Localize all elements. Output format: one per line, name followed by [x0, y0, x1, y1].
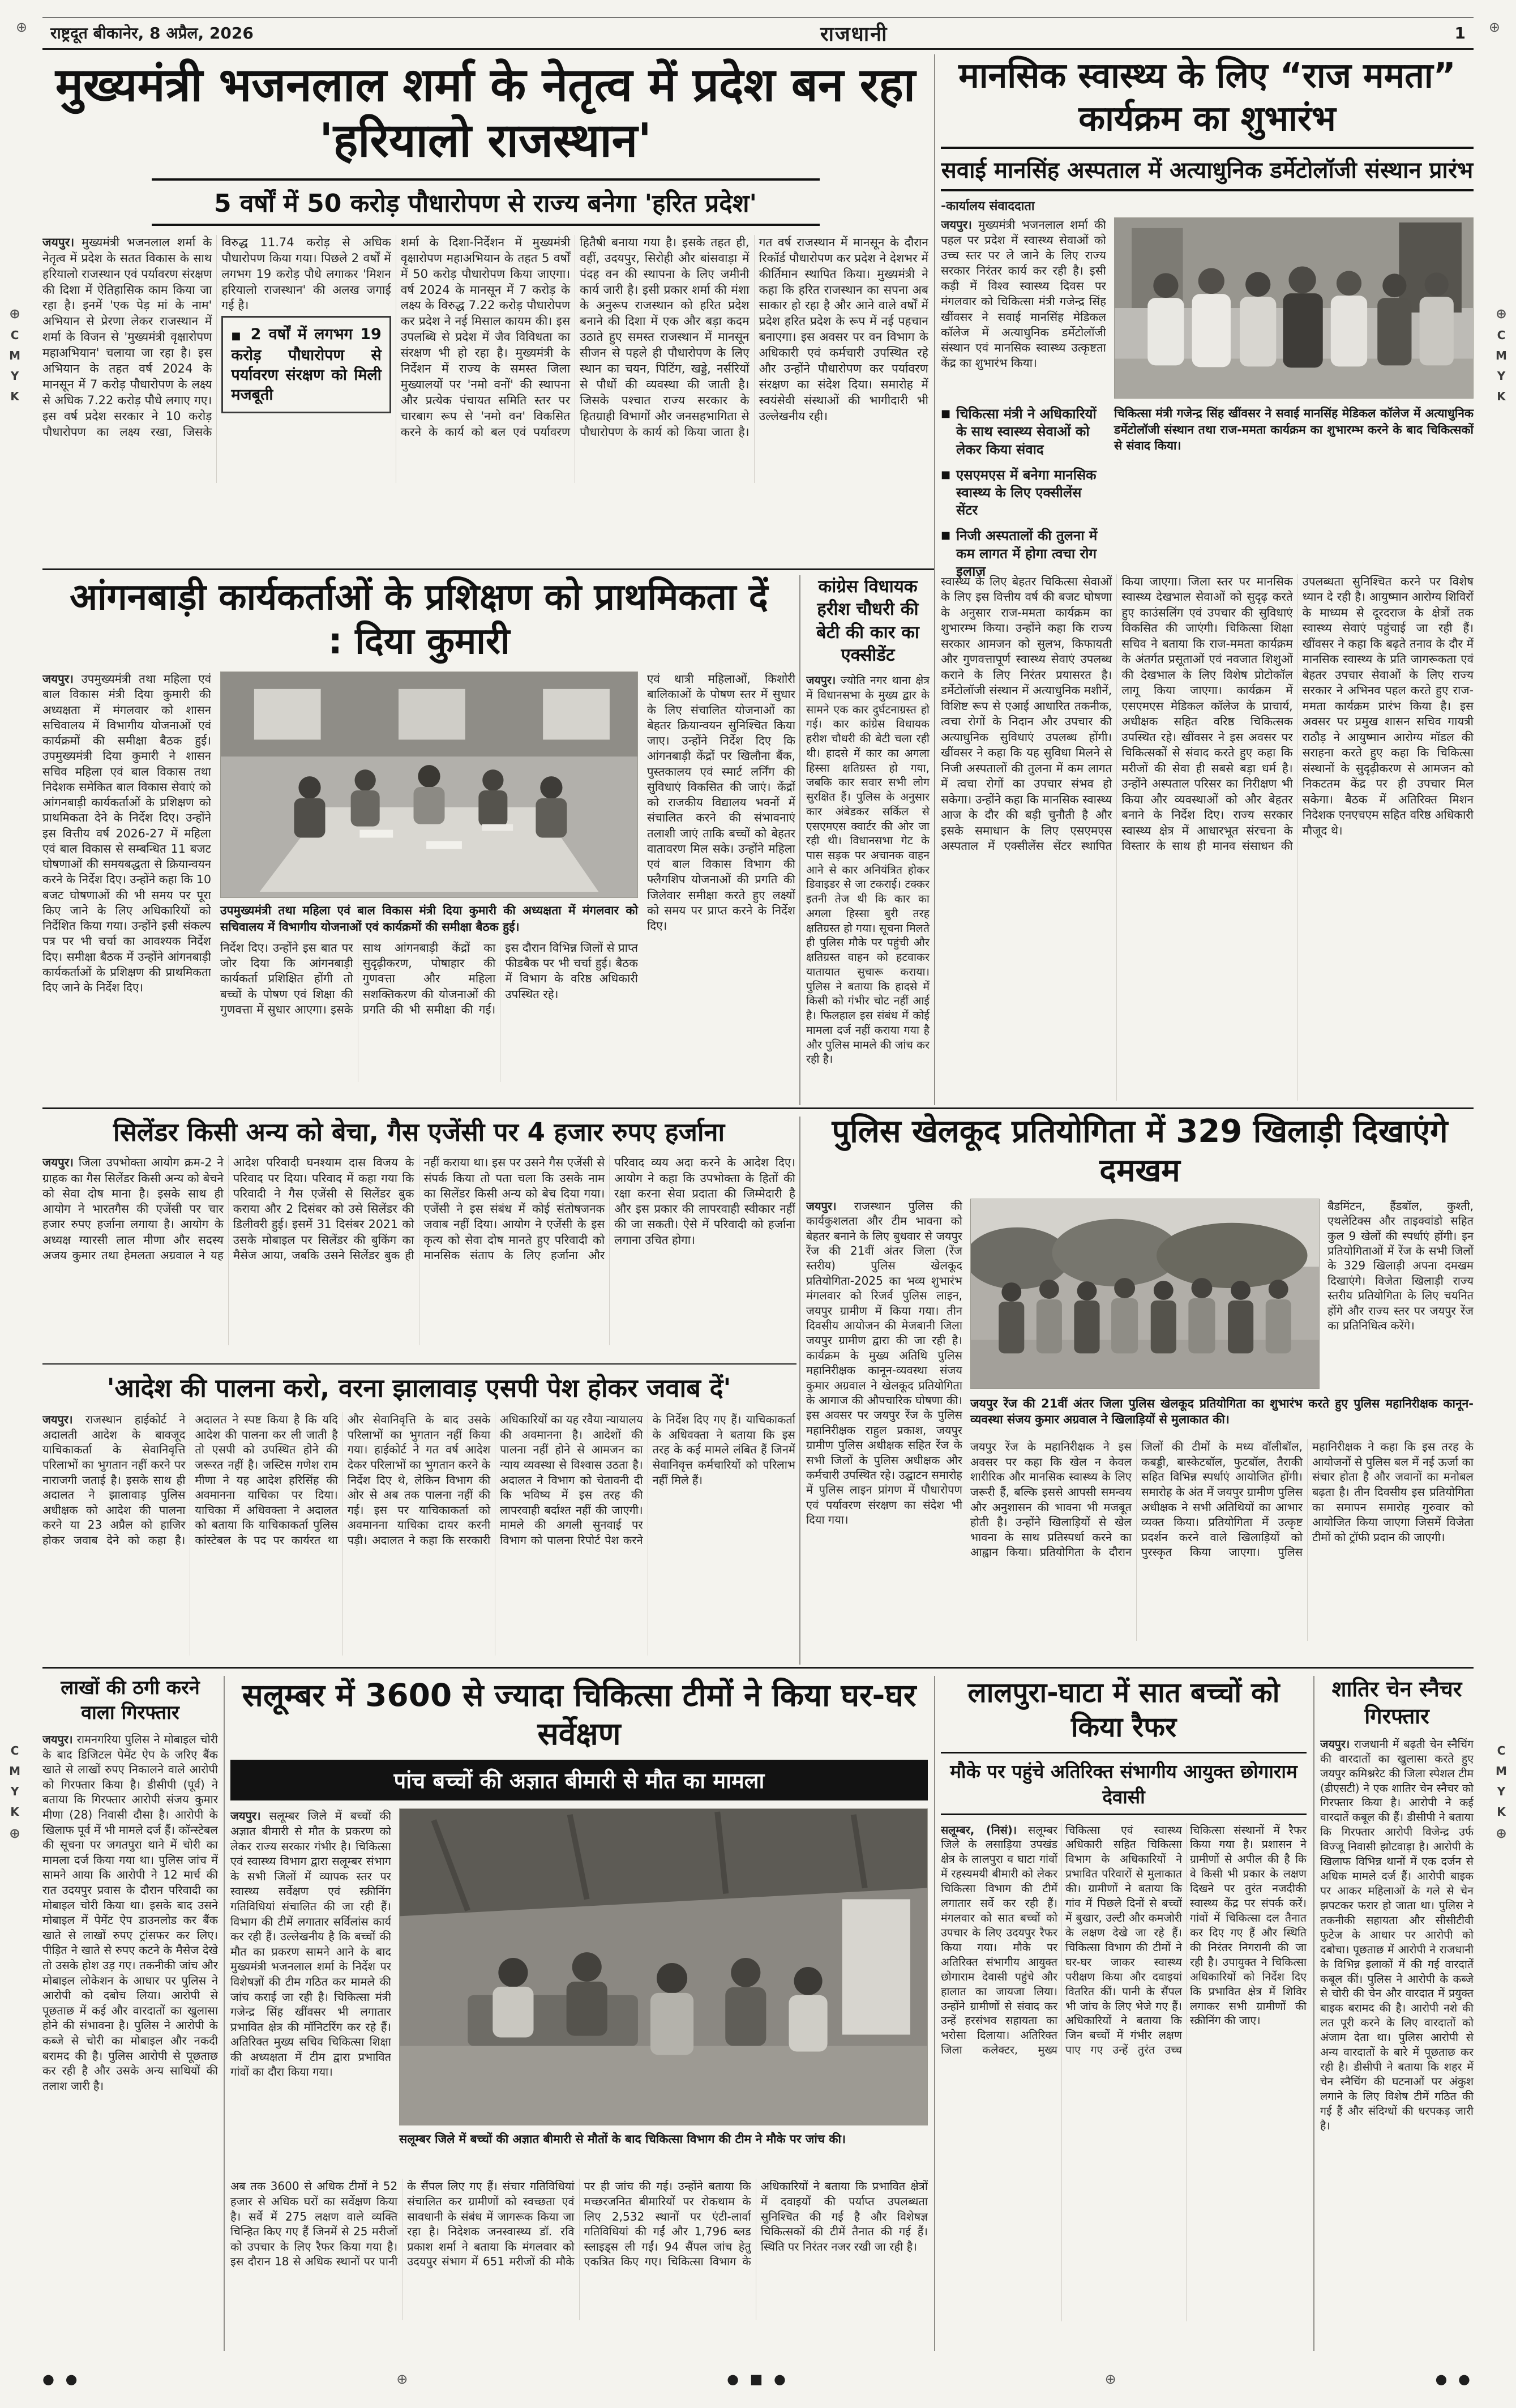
cmyk-letter: Y — [10, 1785, 19, 1798]
article-layout — [42, 671, 795, 1095]
page-header — [42, 17, 1474, 50]
body-text-part: बैडमिंटन, हैंडबॉल, कुश्ती, एथलेटिक्स और ताइक्वांडो सहित कुल 9 खेलों की स्पर्धाएं होंगी। इन प्रतियोगिताओं में रेंज के सभी जिलों के 329 खिलाड़ी अपना दमखम दिखाएंगे। विजेता खिलाड़ी राज्य स्तरीय प्रतियोगिता के लिए चयनित होंगे और राज्य स्तर पर जयपुर रेंज का प्रतिनिधित्व करेंगे। — [1327, 1199, 1474, 1332]
body-text-part: सलूम्बर जिले के लसाड़िया उपखंड क्षेत्र के लालपुरा व घाटा गांवों में रहस्यमयी बीमारी को लेकर चिकित्सा विभाग की टीमें लगातार सर्वे कर रही हैं। मंगलवार को सात बच्चों को उपचार के लिए उदयपुर रैफर किया गया। मौके पर अतिरिक्त संभागीय आयुक्त छोगाराम देवासी पहुंचे और हालात का जायजा लिया। उन्होंने ग्रामीणों से संवाद कर उन्हें हरसंभव सहायता का भरोसा दिलाया। अतिरिक्त जिला कलेक्टर, मुख्य चिकित्सा एवं स्वास्थ्य अधिकारी सहित चिकित्सा विभाग के अधिकारियों ने प्रभावित परिवारों से मुलाकात की। ग्रामीणों ने बताया कि गांव में पिछले दिनों से बच्चों में बुखार, उल्टी और कमजोरी के लक्षण देखे जा रहे हैं। चिकित्सा विभाग की टीमों ने घर-घर जाकर स्वास्थ्य परीक्षण किया और दवाइयां वितरित कीं। पानी के सैंपल भी जांच के लिए भेजे गए हैं। अधिकारियों ने बताया कि जिन बच्चों में गंभीर लक्षण पाए गए उन्हें तुरंत उच्च चिकित्सा संस्थानों में रैफर किया गया है। प्रशासन ने ग्रामीणों से अपील की है कि वे किसी भी प्रकार के लक्षण दिखने पर तुरंत नजदीकी स्वास्थ्य केंद्र पर संपर्क करें। गांवों में चिकित्सा दल तैनात कर दिए गए हैं और स्थिति की निरंतर निगरानी की जा रही है। उपायुक्त ने चिकित्सा अधिकारियों को निर्देश दिए कि प्रभावित क्षेत्र में शिविर लगाकर सभी ग्रामीणों की स्क्रीनिंग की जाए। — [941, 1823, 1307, 2057]
dateline: जयपुर। — [42, 1413, 73, 1427]
cmyk-mark — [1496, 1744, 1507, 1841]
body-text-part: राजस्थान पुलिस की कार्यकुशलता और टीम भावना को बेहतर बनाने के लिए बुधवार से जयपुर रेंज की 21वीं अंतर जिला (रेंज स्तरीय) पुलिस खेलकूद प्रतियोगिता-2025 का भव्य शुभारंभ मंगलवार को रिजर्व पुलिस लाइन, जयपुर ग्रामीण में किया गया। तीन दिवसीय आयोजन की मेजबानी जिला जयपुर ग्रामीण द्वारा की जा रही है। कार्यक्रम के मुख्य अतिथि पुलिस महानिरीक्षक कानून-व्यवस्था संजय कुमार अग्रवाल ने खेलकूद प्रतियोगिता के आगाज की औपचारिक घोषणा की। इस अवसर पर जयपुर रेंज के पुलिस महानिरीक्षक राहुल प्रकाश, जयपुर ग्रामीण पुलिस अधीक्षक सहित रेंज के सभी जिलों के पुलिस अधीक्षक और कर्मचारी उपस्थित रहे। उद्घाटन समारोह में पुलिस लाइन प्रांगण में पौधारोपण एवं पर्यावरण संरक्षण का संदेश भी दिया गया। — [806, 1199, 962, 1527]
article-anganwadi — [42, 575, 795, 1095]
body-text-part: ज्योति नगर थाना क्षेत्र में विधानसभा के मुख्य द्वार के सामने एक कार दुर्घटनाग्रस्त हो गई। कार कांग्रेस विधायक हरीश चौधरी की बेटी चला रही थी। हादसे में कार का अगला हिस्सा क्षतिग्रस्त हो गया, जबकि कार सवार सभी लोग सुरक्षित हैं। पुलिस के अनुसार कार अंबेडकर सर्किल से एसएमएस क्वार्टर की ओर जा रही थी। विधानसभा गेट के पास सड़क पर अचानक वाहन आने से कार अनियंत्रित होकर डिवाइडर से जा टकराई। टक्कर इतनी तेज थी कि कार का अगला हिस्सा बुरी तरह क्षतिग्रस्त हो गया। सूचना मिलते ही पुलिस मौके पर पहुंची और क्षतिग्रस्त वाहन को हटवाकर यातायात सुचारू कराया। पुलिस ने बताया कि हादसे में किसी को गंभीर चोट नहीं आई है। फिलहाल इस संबंध में कोई मामला दर्ज नहीं कराया गया है और पुलिस मामले की जांच कर रही है। — [806, 674, 930, 1066]
bullet-square-icon: ■ — [941, 408, 951, 420]
photo-anganwadi-meeting — [220, 671, 638, 898]
article-salumbar-survey — [230, 1676, 928, 2320]
bullet-item — [941, 467, 1106, 520]
article-body-right — [647, 671, 795, 1095]
article-chain-snatcher — [1320, 1676, 1474, 2332]
article-top-row — [941, 217, 1474, 399]
page-title: राजधानी — [820, 22, 888, 46]
article-cylinder — [42, 1117, 795, 1345]
registration-mark-icon: ⊕ — [9, 1825, 21, 1841]
cmyk-letter: Y — [1497, 1785, 1506, 1798]
article-body-left — [806, 1199, 962, 1646]
registration-mark-icon: ⊕ — [1495, 306, 1507, 322]
bullet-text: चिकित्सा मंत्री ने अधिकारियों के साथ स्वास्थ्य सेवाओं को लेकर किया संवाद — [956, 406, 1097, 457]
article-body — [42, 1412, 795, 1656]
headline: शातिर चेन स्नैचर गिरफ्तार — [1331, 1676, 1462, 1729]
article-fraud-arrest — [42, 1676, 218, 2334]
photo-salumbar-survey — [399, 1808, 928, 2125]
dateline: जयपुर। — [42, 1733, 73, 1747]
raj-mamta-photo-image — [1115, 218, 1473, 398]
registration-mark-icon: ⊕ — [396, 2371, 412, 2387]
article-body-bottom — [230, 2179, 928, 2320]
photo-raj-mamta — [1114, 217, 1474, 399]
article-lalpura-ghata — [941, 1676, 1307, 2321]
bullet-text: निजी अस्पतालों की तुलना में कम लागत में होगा त्वचा रोग इलाज — [956, 528, 1098, 579]
headline: पुलिस खेलकूद प्रतियोगिता में 329 खिलाड़ी दिखाएंगे दमखम — [832, 1113, 1448, 1190]
subhead-banner: 5 वर्षों में 50 करोड़ पौधारोपण से राज्य बनेगा 'हरित प्रदेश' — [152, 178, 820, 226]
article-body — [941, 1823, 1307, 2321]
dot-cluster-icon: ● ● — [1435, 2371, 1474, 2387]
article-raj-mamta — [941, 54, 1474, 588]
article-body-right — [1327, 1199, 1474, 1389]
subhead-banner: मौके पर पहुंचे अतिरिक्त संभागीय आयुक्त छोगाराम देवासी — [941, 1752, 1307, 1815]
bullet-item — [941, 405, 1106, 459]
byline: -कार्यालय संवाददाता — [941, 199, 1035, 214]
cmyk-letter: C — [10, 1744, 19, 1757]
dateline: जयपुर। — [42, 1156, 74, 1170]
cmyk-letter: K — [10, 390, 19, 403]
cmyk-letter: C — [10, 328, 19, 342]
body-text-part: एवं धात्री महिलाओं, किशोरी बालिकाओं के पोषण स्तर में सुधार के लिए संचालित योजनाओं का बेहतर क्रियान्वयन सुनिश्चित किया जाए। उन्होंने निर्देश दिए कि आंगनबाड़ी केंद्रों पर खिलौना बैंक, पुस्तकालय एवं स्मार्ट लर्निंग की सुविधाएं विकसित की जाएं। केंद्रों को राजकीय विद्यालय भवनों में संचालित करने की संभावनाएं तलाशी जाएं ताकि बच्चों को बेहतर वातावरण मिल सके। उन्होंने महिला एवं बाल विकास विभाग की फ्लैगशिप योजनाओं की प्रगति की जिलेवार समीक्षा करते हुए लक्ष्यों को समय पर प्राप्त करने के निर्देश दिए। — [647, 672, 795, 933]
page-number: 1 — [1454, 23, 1466, 42]
dateline: जयपुर। — [941, 218, 972, 232]
article-body — [1320, 1737, 1474, 2332]
cmyk-letter: M — [9, 349, 20, 362]
body-text-part: राजधानी में बढ़ती चेन स्नैचिंग की वारदातों का खुलासा करते हुए जयपुर कमिश्नरेट की जिला स्पेशल टीम (डीएसटी) ने एक शातिर चेन स्नैचर को गिरफ्तार किया है। आरोपी ने कई वारदातें कबूल की हैं। डीसीपी ने बताया कि गिरफ्तार आरोपी विजेन्द्र उर्फ विज्जू निवासी झोटवाड़ा है। आरोपी के खिलाफ विभिन्न थानों में एक दर्जन से अधिक मामले दर्ज हैं। आरोपी बाइक पर आकर महिलाओं के गले से चेन झपटकर फरार हो जाता था। पुलिस ने तकनीकी सहायता और सीसीटीवी फुटेज के आधार पर आरोपी को दबोचा। पूछताछ में आरोपी ने राजधानी के विभिन्न इलाकों में की गई वारदातें कबूल कीं। पुलिस ने आरोपी के कब्जे से चोरी की चेन और वारदात में प्रयुक्त बाइक बरामद की है। आरोपी नशे की लत पूरी करने के लिए वारदातों को अंजाम देता था। पुलिस आरोपी से अन्य वारदातों के बारे में पूछताछ कर रही है। डीसीपी ने बताया कि शहर में चेन स्नैचिंग की घटनाओं पर अंकुश लगाने के लिए विशेष टीमें गठित की गई हैं और संदिग्धों की धरपकड़ जारी है। — [1320, 1737, 1474, 2132]
subhead-banner: सवाई मानसिंह अस्पताल में अत्याधुनिक डर्मेटोलॉजी संस्थान प्रारंभ — [941, 147, 1474, 191]
cmyk-letter: Y — [10, 369, 19, 383]
cmyk-letter: M — [1495, 349, 1507, 362]
photo-caption: सलूम्बर जिले में बच्चों की अज्ञात बीमारी से मौतों के बाद चिकित्सा विभाग की टीम ने मौके पर जांच की। — [399, 2132, 846, 2146]
body-text-part: अब तक 3600 से अधिक टीमों ने 52 हजार से अधिक घरों का सर्वेक्षण किया है। सर्वे में 275 लक्षण वाले व्यक्ति चिन्हित किए गए हैं जिनमें से 25 मरीजों को उपचार के लिए रैफर किया गया है। इस दौरान 18 से अधिक स्थानों पर पानी के सैंपल लिए गए हैं। संचार गतिविधियां संचालित कर ग्रामीणों को स्वच्छता एवं सावधानी के संबंध में जागरूक किया जा रहा है। निदेशक जनस्वास्थ्य डॉ. रवि प्रकाश शर्मा ने बताया कि मंगलवार को उदयपुर संभाग में 651 मरीजों की मौके पर ही जांच की गई। उन्होंने बताया कि मच्छरजनित बीमारियों पर रोकथाम के लिए 2,532 स्थानों पर एंटी-लार्वा गतिविधियां की गईं और 1,796 ब्लड स्लाइड्स ली गईं। 94 सैंपल जांच हेतु एकत्रित किए गए। चिकित्सा विभाग के अधिकारियों ने बताया कि प्रभावित क्षेत्रों में दवाइयों की पर्याप्त उपलब्धता सुनिश्चित की गई है और विशेषज्ञ चिकित्सकों की टीमें तैनात की गई हैं। स्थिति पर निरंतर नजर रखी जा रही है। — [230, 2179, 928, 2269]
article-body-left — [230, 1808, 391, 2171]
dateline: जयपुर। — [806, 674, 836, 687]
cmyk-mark — [9, 306, 20, 403]
registration-mark-icon: ⊕ — [1488, 19, 1500, 35]
article-second-row — [941, 405, 1474, 588]
body-text-part: शर्मा के दिशा-निर्देशन में मुख्यमंत्री वृक्षारोपण महाअभियान के तहत 5 वर्षों में 50 करोड़ पौधारोपण किया जाएगा। वर्ष 2024 के मानसून में 7 करोड़ के लक्ष्य के विरुद्ध 7.22 करोड़ पौधारोपण कर प्रदेश ने नई मिसाल कायम की। इस उपलब्धि से प्रदेश में जैव विविधता का संरक्षण भी हो रहा है। मुख्यमंत्री के निर्देशन में राज्य के समस्त जिला मुख्यालयों पर 'नमो वनों' की स्थापना और प्रत्येक पंचायत समिति स्तर पर चारबाग रूप से 'नमो वन' विकसित करने के कार्य को बल एवं पर्यावरण हितैषी बनाया गया है। इसके तहत ही, वहीं, उदयपुर, सिरोही और बांसवाड़ा में पंदह वन की स्थापना के लिए जमीनी कार्य जारी है। इसी प्रकार शर्मा की मंशा के अनुरूप राजस्थान को हरित प्रदेश बनाने की दिशा में एक और बड़ा कदम उठाते हुए समस्त राजस्थान में मानसून सीजन से पहले ही पौधारोपण के लिए स्थान का चयन, पिटिंग, खड्डे, नर्सरियों से पौधों की व्यवस्था की जाती है। जिसके पश्चात राज्य सरकार के हितग्राही विभागों और जनसहभागिता से पौधारोपण के कार्य को किया जाता है। गत वर्ष राजस्थान में मानसून के दौरान रिकॉर्ड पौधारोपण कर प्रदेश ने देशभर में कीर्तिमान स्थापित किया। मुख्यमंत्री ने कहा कि हरित राजस्थान का सपना अब साकार हो रहा है और आने वाले वर्षों में प्रदेश हरित प्रदेश के रूप में नई पहचान बनाएगा। इस अवसर पर वन विभाग के अधिकारी एवं कर्मचारी उपस्थित रहे और उन्होंने पौधारोपण कर पर्यावरण संरक्षण का संदेश दिया। समारोह में स्वयंसेवी संस्थाओं की भागीदारी भी उल्लेखनीय रही। — [400, 235, 928, 439]
bullet-text: एसएमएस में बनेगा मानसिक स्वास्थ्य के लिए एक्सीलेंस सेंटर — [956, 467, 1097, 519]
article-body-left — [42, 671, 211, 1095]
article-raj-mamta-continued — [941, 574, 1474, 1101]
body-text-part: मुख्यमंत्री भजनलाल शर्मा की पहल पर प्रदेश में स्वास्थ्य सेवाओं को उच्च स्तर पर ले जाने के लिए राज्य सरकार निरंतर कार्य कर रही है। इसी कड़ी में विश्व स्वास्थ्य दिवस पर मंगलवार को चिकित्सा मंत्री गजेन्द्र सिंह खींवसर ने सवाई मानसिंह मेडिकल कॉलेज में अत्याधुनिक डर्मेटोलॉजी संस्थान एवं मानसिक स्वास्थ्य उत्कृष्टता केंद्र का शुभारंभ किया। — [941, 218, 1106, 370]
dateline: जयपुर। — [806, 1199, 837, 1213]
article-body-bottom — [970, 1439, 1474, 1641]
body-text-part: उपमुख्यमंत्री तथा महिला एवं बाल विकास मंत्री दिया कुमारी की अध्यक्षता में मंगलवार को शासन सचिवालय में विभागीय योजनाओं एवं कार्यक्रमों की समीक्षा बैठक हुई। उपमुख्यमंत्री दिया कुमारी ने शासन सचिव महिला एवं बाल विकास तथा निदेशक समेकित बाल विकास सेवाएं को आंगनबाड़ी कार्यकर्ताओं के प्रशिक्षण को प्राथमिकता देने के निर्देश दिए। उन्होंने इस वित्तीय वर्ष 2026-27 में महिला एवं बाल विकास से सम्बन्धित 11 बजट घोषणाओं की समयबद्धता से क्रियान्वयन करने के निर्देश दिए। उन्होंने कहा कि 10 बजट घोषणाओं की भी समय पर पूरा किए जाने के लिए अधिकारियों को निर्देशित किया गया। उन्होंने इसी संकल्प पत्र पर भी चर्चा का आवश्यक निर्देश दिए। समीक्षा बैठक में उन्होंने आंगनबाड़ी कार्यकर्ताओं के प्रशिक्षण की प्राथमिकता दिए जाने के निर्देश दिए। — [42, 672, 211, 995]
cmyk-letter: K — [1497, 1805, 1506, 1819]
dateline: जयपुर। — [230, 1809, 261, 1823]
article-middle — [220, 671, 638, 1095]
dateline: जयपुर। — [42, 235, 75, 249]
article-body — [42, 1732, 218, 2334]
cmyk-letter: C — [1497, 1744, 1506, 1757]
body-text-part: निर्देश दिए। उन्होंने इस बात पर जोर दिया कि आंगनबाड़ी कार्यकर्ता प्रशिक्षित होंगी तो बच्चों के पोषण एवं शिक्षा की गुणवत्ता में सुधार आएगा। इसके साथ आंगनबाड़ी केंद्रों का सुदृढ़ीकरण, पोषाहार की गुणवत्ता और महिला सशक्तिकरण की योजनाओं की प्रगति की भी समीक्षा की गई। इस दौरान विभिन्न जिलों से प्राप्त फीडबैक पर भी चर्चा हुई। बैठक में विभाग के वरिष्ठ अधिकारी उपस्थित रहे। — [220, 940, 638, 1016]
bullet-square-icon: ■ — [941, 468, 951, 481]
headline: सिलेंडर किसी अन्य को बेचा, गैस एजेंसी पर 4 हजार रुपए हर्जाना — [113, 1117, 725, 1147]
article-body — [42, 235, 928, 483]
headline: लाखों की ठगी करने वाला गिरफ्तार — [61, 1676, 200, 1724]
police-games-photo-image — [971, 1199, 1319, 1388]
body-text-part: मुख्यमंत्री भजनलाल शर्मा के नेतृत्व में प्रदेश के सतत विकास के साथ हरियालो राजस्थान एवं पर्यावरण संरक्षण की दिशा में ऐतिहासिक काम किया जा रहा है। इनमें 'एक पेड़ मां के नाम' अभियान से प्रेरणा लेकर राजस्थान में शर्मा के विजन से 'मुख्यमंत्री वृक्षारोपण महाअभियान' चलाया जा रहा है। इस अभियान के तहत वर्ष 2024 के मानसून में 7 करोड़ पौधारोपण के लक्ष्य से अधिक 7.22 करोड़ पौधे लगाए गए। इस वर्ष प्रदेश सरकार ने 10 करोड़ पौधारोपण का लक्ष्य रखा, जिसके विरुद्ध 11.74 करोड़ से अधिक पौधारोपण किया गया। पिछले 2 वर्षों में लगभग 19 करोड़ पौधे लगाकर 'मिशन हरियालो राजस्थान' की अलख जगाई गई है। — [42, 235, 391, 439]
cmyk-mark — [9, 1744, 20, 1841]
body-text-part: सलूम्बर जिले में बच्चों की अज्ञात बीमारी से मौत के प्रकरण को लेकर राज्य सरकार गंभीर है। चिकित्सा एवं स्वास्थ्य विभाग द्वारा सलूम्बर संभाग के सभी जिलों में व्यापक स्तर पर स्वास्थ्य सर्वेक्षण एवं स्क्रीनिंग गतिविधियां संचालित की जा रही हैं। विभाग की टीमें लगातार सर्विलांस कार्य कर रही हैं। उल्लेखनीय है कि बच्चों की मौत का प्रकरण सामने आने के बाद मुख्यमंत्री भजनलाल शर्मा के निर्देश पर विशेषज्ञों की टीम गठित कर मामले की जांच कराई जा रही है। चिकित्सा मंत्री गजेन्द्र सिंह खींवसर भी लगातार प्रभावित क्षेत्र की मॉनिटरिंग कर रहे हैं। अतिरिक्त मुख्य सचिव चिकित्सा शिक्षा की अध्यक्षता में टीम द्वारा प्रभावित गांवों का दौरा किया गया। — [230, 1809, 391, 2079]
dateline: सलूम्बर, (निसं)। — [941, 1823, 1017, 1837]
headline: मुख्यमंत्री भजनलाल शर्मा के नेतृत्व में प्रदेश बन रहा 'हरियालो राजस्थान' — [55, 58, 916, 168]
subhead-banner: पांच बच्चों की अज्ञात बीमारी से मौत का मामला — [230, 1760, 928, 1800]
article-body — [42, 1155, 795, 1345]
cmyk-letter: C — [1497, 328, 1506, 342]
cmyk-mark — [1496, 306, 1507, 403]
registration-mark-icon: ⊕ — [1104, 2371, 1120, 2387]
photo-police-games — [970, 1199, 1320, 1389]
article-cm-plantation — [42, 58, 928, 483]
registration-mark-icon: ⊕ — [9, 306, 21, 322]
cmyk-letter: K — [1497, 390, 1506, 403]
article-layout — [230, 1808, 928, 2171]
body-text-part: जिला उपभोक्ता आयोग क्रम-2 ने ग्राहक का गैस सिलेंडर किसी अन्य को बेचने को सेवा दोष माना है। इसके साथ ही आयोग ने भारतगैस की एजेंसी पर चार हजार रुपए हर्जाना लगाया है। आयोग के अध्यक्ष ग्यारसी लाल मीणा और सदस्य अजय कुमार तथा हेमलता अग्रवाल ने यह आदेश परिवादी घनश्याम दास विजय के परिवाद पर दिया। परिवाद में कहा गया कि परिवादी ने गैस एजेंसी से सिलेंडर बुक कराया और 2 दिसंबर को उसे सिलेंडर की डिलीवरी हुई। इसमें 31 दिसंबर 2021 को उसके मोबाइल पर सिलेंडर की बुकिंग का मैसेज आया, जबकि उसने सिलेंडर बुक ही नहीं कराया था। इस पर उसने गैस एजेंसी से संपर्क किया तो पता चला कि उसके नाम का सिलेंडर किसी अन्य को बेच दिया गया। एजेंसी ने इस संबंध में कोई संतोषजनक जवाब नहीं दिया। आयोग ने एजेंसी के इस कृत्य को सेवा दोष मानते हुए परिवादी को मानसिक संताप के लिए हर्जाना और परिवाद व्यय अदा करने के आदेश दिए। आयोग ने कहा कि उपभोक्ता के हितों की रक्षा करना सेवा प्रदाता की जिम्मेदारी है और इस प्रकार की लापरवाही स्वीकार नहीं की जा सकती। ऐसे में परिवादी को हर्जाना लगाना उचित होगा। — [42, 1156, 795, 1262]
registration-mark-icon: ⊕ — [16, 19, 28, 35]
bullet-square-icon: ■ — [231, 330, 243, 343]
anganwadi-photo-image — [221, 672, 637, 897]
salumbar-photo-image — [400, 1809, 927, 2125]
headline: कांग्रेस विधायक हरीश चौधरी की बेटी की कार का एक्सीडेंट — [816, 576, 919, 665]
cmyk-letter: K — [10, 1805, 19, 1819]
registration-mark-icon: ⊕ — [1495, 1825, 1507, 1841]
article-body-middle — [220, 940, 638, 1082]
bullet-list — [941, 405, 1106, 588]
article-police-games — [806, 1112, 1474, 1646]
photo-caption: चिकित्सा मंत्री गजेन्द्र सिंह खींवसर ने सवाई मानसिंह मेडिकल कॉलेज में अत्याधुनिक डर्मेटोलॉजी संस्थान तथा राज-ममता कार्यक्रम का शुभारम्भ करने के बाद चिकित्सकों से संवाद किया। — [1114, 407, 1474, 452]
body-text-part: जयपुर रेंज के महानिरीक्षक ने इस अवसर पर कहा कि खेल न केवल शारीरिक और मानसिक स्वास्थ्य के लिए जरूरी हैं, बल्कि इससे आपसी समन्वय और अनुशासन की भावना भी मजबूत होती है। उन्होंने खिलाड़ियों से खेल भावना के साथ प्रतिस्पर्धा करने का आह्वान किया। प्रतियोगिता के दौरान जिलों की टीमों के मध्य वॉलीबॉल, कबड्डी, बास्केटबॉल, फुटबॉल, तैराकी सहित विभिन्न स्पर्धाएं आयोजित होंगी। समारोह के अंत में जयपुर ग्रामीण पुलिस अधीक्षक ने सभी अतिथियों का आभार व्यक्त किया। प्रतियोगिता में उत्कृष्ट प्रदर्शन करने वाले खिलाड़ियों को पुरस्कृत किया जाएगा। पुलिस महानिरीक्षक ने कहा कि इस तरह के आयोजनों से पुलिस बल में नई ऊर्जा का संचार होता है और जवानों का मनोबल बढ़ता है। तीन दिवसीय इस प्रतियोगिता का समापन समारोह गुरुवार को आयोजित किया जाएगा जिसमें विजेता टीमों को ट्रॉफी प्रदान की जाएगी। — [970, 1440, 1474, 1559]
dateline: जयपुर। — [42, 672, 74, 686]
article-body — [806, 673, 930, 1104]
headline: सलूम्बर में 3600 से ज्यादा चिकित्सा टीमों ने किया घर-घर सर्वेक्षण — [242, 1677, 917, 1752]
body-text-part: राजस्थान हाईकोर्ट ने अदालती आदेश के बावजूद याचिकाकर्ता के सेवानिवृत्ति परिलाभों का भुगतान नहीं करने पर नाराजगी जताई है। इसके साथ ही अदालत ने झालावाड़ पुलिस अधीक्षक को आदेश की पालना करने या 23 अप्रैल को हाजिर होकर जवाब देने को कहा है। अदालत ने स्पष्ट किया है कि यदि आदेश की पालना कर ली जाती है तो एसपी को उपस्थित होने की जरूरत नहीं है। जस्टिस गणेश राम मीणा ने यह आदेश हरिसिंह की अवमानना याचिका पर दिया। याचिका में अधिवक्ता ने अदालत को बताया कि याचिकाकर्ता पुलिस कांस्टेबल के पद पर कार्यरत था और सेवानिवृत्ति के बाद उसके परिलाभों का भुगतान नहीं किया गया। हाईकोर्ट ने गत वर्ष आदेश देकर परिलाभों का भुगतान करने के निर्देश दिए थे, लेकिन विभाग की ओर से अब तक पालना नहीं की गई। इस पर याचिकाकर्ता को अवमानना याचिका दायर करनी पड़ी। अदालत ने कहा कि सरकारी अधिकारियों का यह रवैया न्यायालय की अवमानना है। आदेशों की पालना नहीं होने से आमजन का न्याय व्यवस्था से विश्वास उठता है। अदालत ने विभाग को चेतावनी दी कि भविष्य में इस तरह की लापरवाही बर्दाश्त नहीं की जाएगी। मामले की अगली सुनवाई पर विभाग को पालना रिपोर्ट पेश करने के निर्देश दिए गए हैं। याचिकाकर्ता के अधिवक्ता ने बताया कि इस तरह के कई मामले लंबित हैं जिनमें सेवानिवृत्त कर्मचारियों को परिलाभ नहीं मिले हैं। — [42, 1413, 795, 1547]
dot-cluster-icon: ● ■ ● — [727, 2371, 789, 2387]
article-order-compliance — [42, 1372, 795, 1656]
headline: 'आदेश की पालना करो, वरना झालावाड़ एसपी पेश होकर जवाब दें' — [106, 1373, 731, 1403]
article-congress-mla — [806, 575, 930, 1104]
headline: लालपुरा-घाटा में सात बच्चों को किया रैफर — [967, 1676, 1280, 1743]
dateline: जयपुर। — [1320, 1737, 1350, 1751]
headline: मानसिक स्वास्थ्य के लिए “राज ममता” कार्यक्रम का शुभारंभ — [958, 55, 1456, 139]
body-text-part: रामनगरिया पुलिस ने मोबाइल चोरी के बाद डिजिटल पेमेंट ऐप के जरिए बैंक खाते से लाखों रुपए निकालने वाले आरोपी को गिरफ्तार किया है। डीसीपी (पूर्व) ने बताया कि गिरफ्तार आरोपी संजय कुमार मीणा (28) निवासी दौसा है। आरोपी के खिलाफ पूर्व में भी मामले दर्ज हैं। कॉन्स्टेबल की सूचना पर जगतपुरा थाने में चोरी का मामला दर्ज किया गया था। पुलिस जांच में सामने आया कि आरोपी ने 12 मार्च की रात उदयपुर प्रवास के दौरान परिवादी का मोबाइल चोरी किया था। इसके बाद उसने मोबाइल में पेमेंट ऐप डाउनलोड कर बैंक खाते से लाखों रुपए ट्रांसफर कर लिए। पीड़ित ने खाते से रुपए कटने के मैसेज देखे तो उसके होश उड़ गए। तकनीकी जांच और मोबाइल लोकेशन के आधार पर पुलिस ने आरोपी को दबोच लिया। आरोपी से पूछताछ में कई और वारदातों का खुलासा होने की संभावना है। पुलिस ने आरोपी के कब्जे से चोरी का मोबाइल और नकदी बरामद की है। पुलिस आरोपी से पूछताछ कर रही है और उसके अन्य साथियों की तलाश जारी है। — [42, 1733, 218, 2093]
photo-caption: उपमुख्यमंत्री तथा महिला एवं बाल विकास मंत्री दिया कुमारी की अध्यक्षता में मंगलवार को सचिवालय में विभागीय योजनाओं एवं कार्यक्रमों की समीक्षा बैठक हुई। — [220, 904, 638, 934]
cmyk-letter: M — [9, 1764, 20, 1778]
highlight-box — [221, 316, 391, 413]
headline: आंगनबाड़ी कार्यकर्ताओं के प्रशिक्षण को प्राथमिकता दें : दिया कुमारी — [70, 576, 768, 663]
dot-cluster-icon: ● ● — [42, 2371, 81, 2387]
date-line: राष्ट्रदूत बीकानेर, 8 अप्रैल, 2026 — [50, 24, 254, 42]
footer-print-marks — [42, 2371, 1474, 2387]
body-text-part: स्वास्थ्य के लिए बेहतर चिकित्सा सेवाओं के लिए इस वित्तीय वर्ष की बजट घोषणा के अनुसार राज-ममता कार्यक्रम का शुभारम्भ किया। उन्होंने कहा कि राज्य सरकार आमजन को सुलभ, किफायती और गुणवत्तापूर्ण स्वास्थ्य सेवाएं उपलब्ध कराने के लिए निरंतर प्रयासरत है। डर्मेटोलॉजी संस्थान में अत्याधुनिक मशीनें, विशिष्ट रूप से एआई आधारित तकनीक, त्वचा रोगों के निदान और उपचार की अत्याधुनिक सुविधाएं उपलब्ध होंगी। खींवसर ने कहा कि यह सुविधा मिलने से निजी अस्पतालों की तुलना में कम लागत में त्वचा रोगों का उपचार संभव हो सकेगा। उन्होंने कहा कि मानसिक स्वास्थ्य आज के दौर की बड़ी चुनौती है और इसके समाधान के लिए एसएमएस अस्पताल में एक्सीलेंस सेंटर स्थापित किया जाएगा। जिला स्तर पर मानसिक स्वास्थ्य देखभाल सेवाओं को सुदृढ़ करते हुए काउंसलिंग एवं उपचार की सुविधाएं विकसित की जाएंगी। चिकित्सा शिक्षा सचिव ने बताया कि राज-ममता कार्यक्रम के अंतर्गत प्रसूताओं एवं नवजात शिशुओं की देखभाल के लिए विशेष प्रोटोकॉल लागू किया जाएगा। कार्यक्रम में एसएमएस मेडिकल कॉलेज के प्राचार्य, अधीक्षक सहित वरिष्ठ चिकित्सक उपस्थित रहे। खींवसर ने इस अवसर पर चिकित्सकों से संवाद करते हुए कहा कि मरीजों की सेवा ही सबसे बड़ा धर्म है। उन्होंने अस्पताल परिसर का निरीक्षण भी किया और व्यवस्थाओं को और बेहतर बनाने के निर्देश दिए। राज्य सरकार स्वास्थ्य क्षेत्र में आधारभूत संरचना के विस्तार के साथ ही मानव संसाधन की उपलब्धता सुनिश्चित करने पर विशेष ध्यान दे रही है। आयुष्मान आरोग्य शिविरों के माध्यम से दूरदराज के क्षेत्रों तक स्वास्थ्य सेवाएं पहुंचाई जा रही हैं। खींवसर ने कहा कि बढ़ते तनाव के दौर में मानसिक स्वास्थ्य के प्रति जागरूकता एवं बेहतर उपचार सेवाओं के लिए राज्य सरकार ने अभिनव पहल करते हुए राज-ममता कार्यक्रम प्रारंभ किया है। इस अवसर पर प्रमुख शासन सचिव गायत्री राठौड़ ने आयुष्मान आरोग्य मॉडल की सराहना करते हुए कहा कि चिकित्सा संस्थानों के सुदृढ़ीकरण से आमजन को निकटतम केंद्र पर ही उपचार मिल सकेगा। बैठक में अतिरिक्त मिशन निदेशक एनएचएम सहित वरिष्ठ अधिकारी मौजूद थे। — [941, 575, 1474, 853]
cmyk-letter: Y — [1497, 369, 1506, 383]
bullet-item — [941, 527, 1106, 580]
highlight-text: 2 वर्षों में लगभग 19 करोड़ पौधारोपण से पर्यावरण संरक्षण को मिली मजबूती — [231, 326, 382, 404]
photo-caption: जयपुर रेंज की 21वीं अंतर जिला पुलिस खेलकूद प्रतियोगिता का शुभारंभ करते हुए पुलिस महानिरीक्षक कानून-व्यवस्था संजय कुमार अग्रवाल ने खिलाड़ियों से मुलाकात की। — [970, 1396, 1474, 1427]
bullet-square-icon: ■ — [941, 529, 951, 542]
cmyk-letter: M — [1495, 1764, 1507, 1778]
article-body — [941, 217, 1106, 399]
article-layout — [806, 1199, 1474, 1646]
